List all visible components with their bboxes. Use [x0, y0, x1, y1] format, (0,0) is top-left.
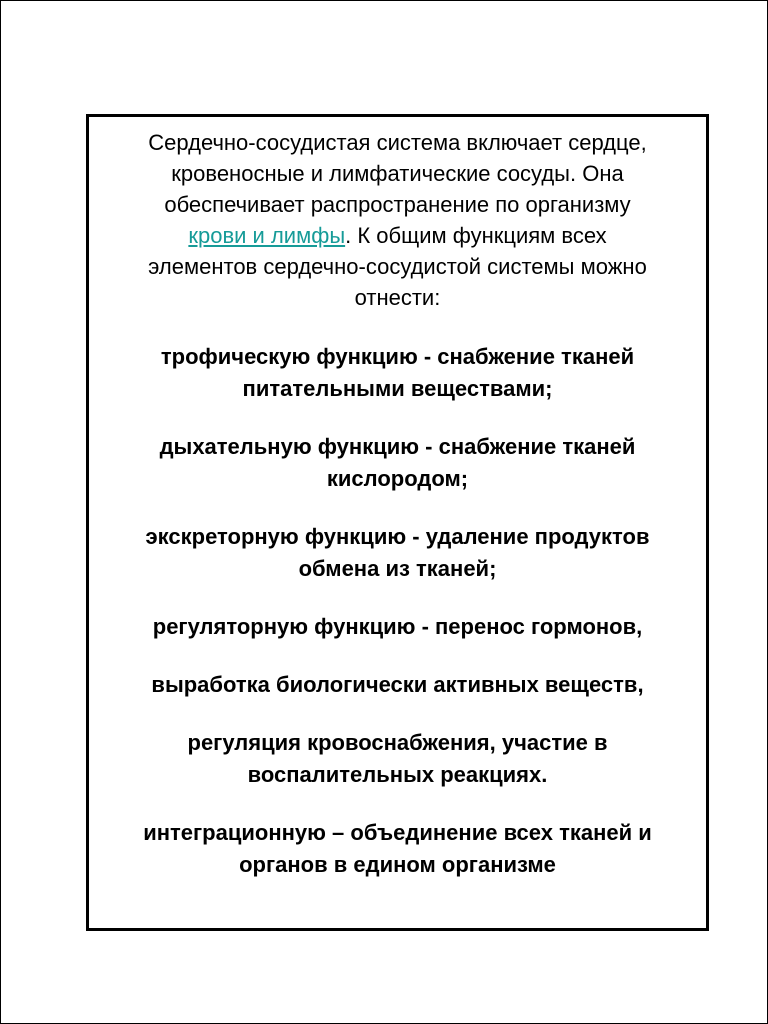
function-line: органов в едином организме — [239, 852, 556, 877]
function-line: трофическую функцию - снабжение тканей — [160, 344, 635, 369]
function-line: экскреторную функцию - удаление продуктов — [145, 524, 650, 549]
intro-line: Сердечно-сосудистая система включает сердце, — [148, 130, 647, 155]
function-line: регуляция кровоснабжения, участие в — [187, 730, 608, 755]
function-line: выработка биологически активных веществ, — [151, 672, 644, 697]
function-item-regulatory — [89, 611, 706, 643]
function-line: регуляторную функцию - перенос гормонов, — [152, 614, 643, 639]
function-item-blood-supply — [89, 727, 706, 791]
function-item-respiratory — [89, 431, 706, 495]
function-line: дыхательную функцию - снабжение тканей — [159, 434, 636, 459]
function-line: воспалительных реакциях. — [247, 762, 548, 787]
intro-line: отнести: — [354, 285, 441, 310]
intro-line-with-link — [89, 220, 706, 251]
blood-lymph-link[interactable]: крови и лимфы — [188, 223, 346, 248]
intro-paragraph — [89, 127, 706, 313]
function-item-excretory — [89, 521, 706, 585]
intro-line: обеспечивает распространение по организму — [164, 192, 631, 217]
function-item-trophic — [89, 341, 706, 405]
function-line: кислородом; — [326, 466, 469, 491]
function-line: обмена из тканей; — [298, 556, 497, 581]
intro-line-rest: . К общим функциям всех — [345, 223, 607, 248]
function-line: интеграционную – объединение всех тканей и — [143, 820, 652, 845]
functions-list — [89, 341, 706, 907]
text-frame — [86, 114, 709, 931]
function-item-bioactive — [89, 669, 706, 701]
intro-line: элементов сердечно-сосудистой системы можно — [148, 254, 647, 279]
function-item-integration — [89, 817, 706, 881]
function-line: питательными веществами; — [242, 376, 553, 401]
intro-line: кровеносные и лимфатические сосуды. Она — [171, 161, 624, 186]
